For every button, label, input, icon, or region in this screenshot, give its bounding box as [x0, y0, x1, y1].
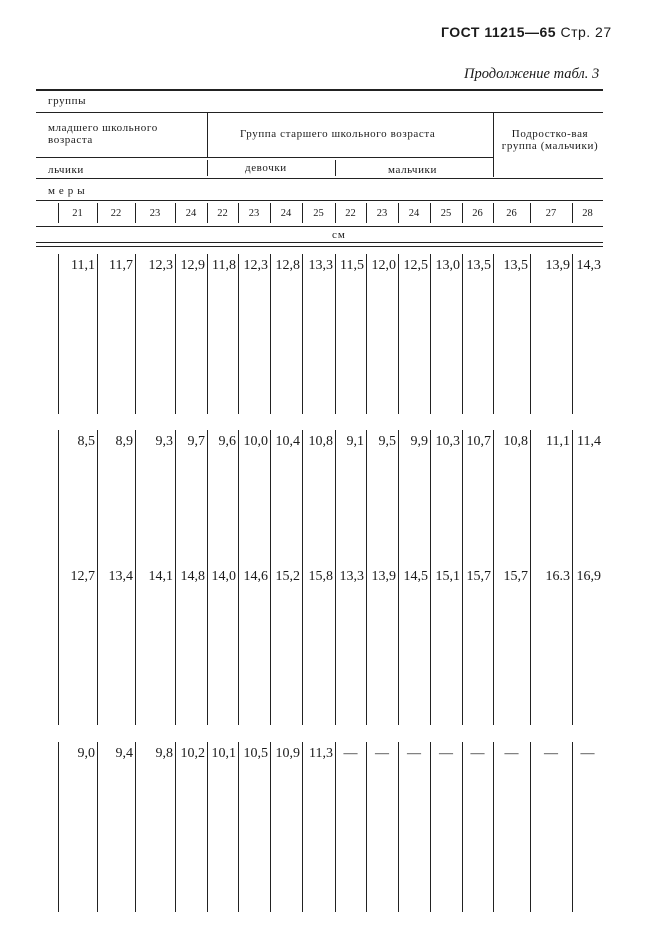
table-cell: 11,7 — [109, 258, 133, 273]
body-column-line — [398, 254, 399, 414]
table-cell: 13,5 — [466, 258, 491, 273]
table-cell: — — [544, 746, 558, 761]
page-number: Стр. 27 — [560, 24, 612, 40]
body-column-line — [207, 254, 208, 414]
column-number-separator — [135, 203, 136, 223]
column-number: 24 — [408, 208, 420, 219]
rule-units-2 — [36, 246, 603, 247]
table-cell: 14,6 — [243, 569, 268, 584]
table-cell: 11,1 — [71, 258, 95, 273]
body-column-line — [493, 565, 494, 725]
body-column-line — [175, 742, 176, 912]
table-cell: 9,7 — [187, 434, 205, 449]
body-column-line — [398, 565, 399, 725]
page-header — [441, 24, 612, 40]
body-column-line — [238, 565, 239, 725]
table-cell: 9,4 — [115, 746, 133, 761]
column-number: 28 — [582, 208, 593, 219]
table-cell: 9,8 — [155, 746, 173, 761]
table-cell: 11,8 — [212, 258, 236, 273]
column-number: 24 — [280, 208, 292, 219]
table-cell: 16.3 — [545, 569, 570, 584]
body-column-line — [462, 565, 463, 725]
table-cell: 11,1 — [546, 434, 570, 449]
body-column-line — [238, 254, 239, 414]
body-column-line — [430, 742, 431, 912]
body-column-line — [530, 254, 531, 414]
table-cell: 15,1 — [435, 569, 460, 584]
table-cell: 16,9 — [576, 569, 601, 584]
table-cell: 9,6 — [218, 434, 236, 449]
teen-group-label: Подростко-вая группа (мальчики) — [501, 128, 599, 152]
body-column-line — [238, 742, 239, 912]
rule-units-1 — [36, 242, 603, 243]
body-column-line — [302, 565, 303, 725]
standard-number: ГОСТ 11215—65 — [441, 24, 557, 40]
table-cell: 10,2 — [180, 746, 205, 761]
table-cell: 9,3 — [155, 434, 173, 449]
body-column-line — [270, 565, 271, 725]
junior-group-label: младшего школьного возраста — [48, 122, 158, 146]
column-number-separator — [58, 203, 59, 223]
table-cell: 9,5 — [378, 434, 396, 449]
column-number-separator — [530, 203, 531, 223]
table-cell: — — [580, 746, 595, 761]
column-number-separator — [462, 203, 463, 223]
table-cell: 11,3 — [309, 746, 333, 761]
body-column-line — [135, 254, 136, 414]
rule-under-measures — [36, 200, 603, 201]
body-column-line — [335, 565, 336, 725]
column-number-separator — [572, 203, 573, 223]
column-number-separator — [398, 203, 399, 223]
column-number-separator — [207, 203, 208, 223]
column-number: 23 — [376, 208, 388, 219]
body-column-line — [572, 565, 573, 725]
body-column-line — [270, 254, 271, 414]
sep-senior-teen — [493, 113, 494, 177]
sep-boys-girls — [207, 160, 208, 176]
table-cell: 10,7 — [466, 434, 491, 449]
column-number: 22 — [217, 208, 228, 219]
column-number: 22 — [110, 208, 122, 219]
rule-under-groups — [36, 112, 603, 113]
boys-partial-label: льчики — [48, 164, 84, 176]
table-cell: 12,7 — [70, 569, 95, 584]
body-column-line — [58, 254, 59, 414]
body-column-line — [302, 742, 303, 912]
table-continuation-caption: Продолжение табл. 3 — [464, 66, 600, 82]
table-cell: 11,5 — [340, 258, 364, 273]
column-number: 27 — [545, 208, 557, 219]
units-label: см — [332, 229, 346, 241]
body-column-line — [175, 565, 176, 725]
table-cell: 15,7 — [466, 569, 491, 584]
body-column-line — [135, 742, 136, 912]
column-number-separator — [335, 203, 336, 223]
body-column-line — [270, 742, 271, 912]
boys-label: мальчики — [388, 164, 437, 176]
body-column-line — [366, 565, 367, 725]
column-number: 23 — [149, 208, 161, 219]
column-number-separator — [97, 203, 98, 223]
table-cell: 14,3 — [576, 258, 601, 273]
table-cell: 13,4 — [108, 569, 133, 584]
body-column-line — [462, 254, 463, 414]
table-cell: — — [375, 746, 389, 761]
body-column-line — [366, 742, 367, 912]
body-column-line — [58, 565, 59, 725]
column-number-separator — [430, 203, 431, 223]
table-cell: 12,9 — [180, 258, 205, 273]
body-column-line — [97, 742, 98, 912]
table-cell: 12,0 — [371, 258, 396, 273]
table-cell: 13,9 — [545, 258, 570, 273]
body-column-line — [302, 254, 303, 414]
table-cell: 13,0 — [435, 258, 460, 273]
column-number: 26 — [506, 208, 517, 219]
table-cell: 13,9 — [371, 569, 396, 584]
body-column-line — [430, 254, 431, 414]
body-column-line — [430, 565, 431, 725]
table-cell: 10,4 — [275, 434, 300, 449]
table-cell: 15,2 — [275, 569, 300, 584]
table-cell: — — [439, 746, 453, 761]
table-cell: 10,3 — [435, 434, 460, 449]
body-column-line — [493, 742, 494, 912]
body-column-line — [462, 742, 463, 912]
body-column-line — [335, 742, 336, 912]
table-cell: 15,8 — [308, 569, 333, 584]
table-cell: 14,8 — [180, 569, 205, 584]
body-column-line — [398, 742, 399, 912]
table-cell: 12,3 — [243, 258, 268, 273]
body-column-line — [97, 565, 98, 725]
table-cell: 14,0 — [211, 569, 236, 584]
body-column-line — [207, 565, 208, 725]
column-number: 25 — [313, 208, 324, 219]
table-cell: 8,5 — [77, 434, 95, 449]
senior-group-label: Группа старшего школьного возраста — [240, 128, 436, 140]
table-cell: 10,9 — [275, 746, 300, 761]
table-cell: 12,3 — [148, 258, 173, 273]
table-cell: 13,5 — [503, 258, 528, 273]
column-number-separator — [302, 203, 303, 223]
body-column-line — [97, 254, 98, 414]
body-column-line — [207, 742, 208, 912]
body-column-line — [572, 742, 573, 912]
sep-girls-boys — [335, 160, 336, 176]
table-cell: 10,8 — [503, 434, 528, 449]
table-cell: 12,5 — [403, 258, 428, 273]
table-cell: — — [407, 746, 421, 761]
rule-under-sex — [36, 178, 603, 179]
rule-under-group-names — [36, 157, 494, 158]
table-cell: — — [343, 746, 358, 761]
table-cell: 11,4 — [577, 434, 601, 449]
body-column-line — [366, 254, 367, 414]
sep-junior-senior — [207, 113, 208, 157]
column-number-separator — [366, 203, 367, 223]
table-cell: 9,9 — [410, 434, 428, 449]
table-cell: 14,5 — [403, 569, 428, 584]
column-number: 24 — [185, 208, 197, 219]
table-cell: 14,1 — [148, 569, 173, 584]
body-column-line — [58, 742, 59, 912]
column-number: 25 — [440, 208, 452, 219]
column-number-separator — [493, 203, 494, 223]
table-cell: — — [504, 746, 519, 761]
body-column-line — [530, 565, 531, 725]
body-column-line — [335, 254, 336, 414]
table-cell: 10,5 — [243, 746, 268, 761]
column-number-separator — [175, 203, 176, 223]
table-cell: 9,0 — [77, 746, 95, 761]
column-number: 23 — [248, 208, 260, 219]
table-cell: 9,1 — [346, 434, 364, 449]
column-number-separator — [238, 203, 239, 223]
body-column-line — [175, 254, 176, 414]
table-cell: — — [470, 746, 485, 761]
table-cell: 8,9 — [115, 434, 133, 449]
groups-label: группы — [48, 95, 87, 107]
table-cell: 12,8 — [275, 258, 300, 273]
table-cell: 10,8 — [308, 434, 333, 449]
column-number: 22 — [345, 208, 356, 219]
rule-under-column-numbers — [36, 226, 603, 227]
body-column-line — [493, 254, 494, 414]
table-cell: 10,0 — [243, 434, 268, 449]
measures-label: м е р ы — [48, 185, 86, 197]
body-column-line — [135, 565, 136, 725]
body-column-line — [572, 254, 573, 414]
column-number: 21 — [72, 208, 83, 219]
table-cell: 15,7 — [503, 569, 528, 584]
table-top-border — [36, 89, 603, 91]
column-number: 26 — [472, 208, 483, 219]
body-column-line — [530, 742, 531, 912]
table-cell: 13,3 — [339, 569, 364, 584]
table-cell: 10,1 — [211, 746, 236, 761]
column-number-separator — [270, 203, 271, 223]
table-cell: 13,3 — [308, 258, 333, 273]
girls-label: девочки — [245, 162, 287, 174]
